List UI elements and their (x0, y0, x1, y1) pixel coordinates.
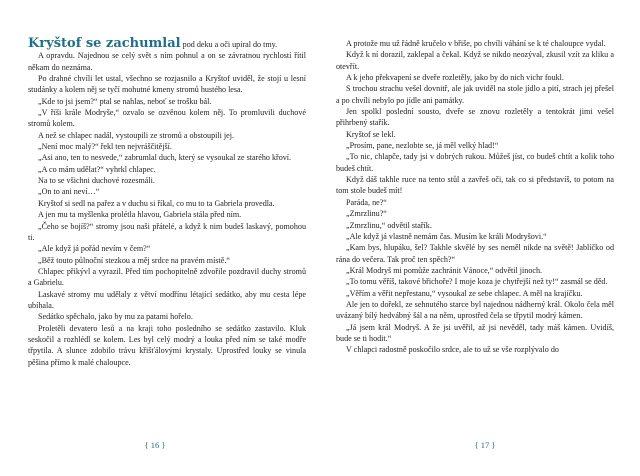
paragraph: „Já jsem král Modryš. A že jsi uvěřil, až jsi nevěděl, tady máš kámen. Uvidíš, bude se ti hodit.“ (336, 322, 614, 343)
paragraph: V chlapci radostně poskočilo srdce, ale to už se vše rozplývalo do (346, 345, 559, 355)
paragraph: „Zmrzlinu?“ (346, 209, 387, 219)
paragraph: „V říši krále Modryše,“ ozvalo se ozvěnou kolem něj. To promluvili duchové stromů kolem. (28, 108, 306, 129)
paragraph: Paráda, ne?“ (346, 197, 387, 207)
paragraph: Ale jen to dořekl, ze sehnutého starce byl najednou nádherný král. Okolo čela měl uvázaný bílý hedvábný šál a na něm, uprostřed čela se třpytil modrý kámen. (336, 299, 614, 321)
paragraph: Proletěli devatero lesů a na kraji toho posledního se sedátko zastavilo. Kluk seskočil a rozhlédl se kolem. Les byl celý modrý a louka před ním se také modře třpytila. A slunce zdobilo trávu křišťálovými krystaly. Uprostřed louky se vinula pěšina přímo k malé chaloupce. (28, 323, 306, 367)
paragraph: Když dáš takhle ruce na tento stůl a zavřeš oči, tak co si představíš, to potom na tom stole budeš mít! (336, 175, 614, 196)
paragraph: A než se chlapec nadál, vystoupili ze stromů a obstoupili jej. (38, 130, 235, 140)
paragraph: „Věřím a věřit nepřestanu,“ vysoukal ze sebe chlapec. A měl na krajíčku. (346, 288, 583, 298)
page-number-left: { 16 } (144, 440, 166, 450)
chapter-title: Kryštof se zachumlal (28, 36, 181, 51)
paragraph: „Kde to jsi jsem?“ ptal se nahlas, neboť se trošku bál. (38, 96, 212, 106)
right-page (336, 38, 614, 438)
paragraph: Když k ní dorazil, zaklepal a čekal. Když se nikdo neozýval, zkusil vzít za kliku a otevřít. (336, 50, 614, 71)
paragraph: A opravdu. Najednou se celý svět s ním pohnul a on se závratnou rychlostí řítil někam do neznáma. (28, 51, 306, 72)
paragraph: Na to se všichni duchové rozesmáli. (38, 176, 155, 186)
paragraph: A k jeho překvapení se dveře rozletěly, jako by do nich vichr foukl. (346, 73, 564, 83)
paragraph: „To nic, chlapče, tady jsi v dobrých rukou. Můžeš jíst, co budeš chtít a kolik toho budeš chtít. (336, 152, 614, 173)
paragraph: „Král Modryš mi pomůže zachránit Vánoce,“ odvětil jinoch. (346, 265, 543, 275)
left-page (28, 38, 306, 438)
paragraph: „Běž touto půlnoční stezkou a měj srdce na pravém místě.“ (38, 255, 230, 265)
paragraph: „On to ani neví…“ (38, 187, 100, 197)
paragraph: Jen spolkl poslední sousto, dveře se znovu rozletěly a tentokrát jimi vešel přihrbený stařík. (336, 107, 614, 128)
paragraph: Po drahné chvíli let ustal, všechno se rozjasnilo a Kryštof uviděl, že stojí u lesní studánky a kolem něj se tyčí mohutné kmeny stromů hustého lesa. (28, 74, 306, 95)
paragraph: Kryštof si sedl na pařez a v duchu si říkal, co mu to ta Gabriela provedla. (38, 198, 275, 208)
paragraph: S trochou strachu vešel dovnitř, ale jak uviděl na stole jídlo a pití, strach jej přešel a po chvíli nebylo po jídle ani památky. (336, 84, 614, 105)
paragraph: Kryštof se lekl. (346, 129, 396, 139)
paragraph: Chlapec přikývl a vyrazil. Před tím pochopitelně zdvořile pozdravil duchy stromů a Gabrielu. (28, 266, 306, 288)
paragraph: „Ale když já pořád nevím v čem?“ (38, 244, 151, 254)
paragraph: A jen mu ta myšlenka prolétla hlavou, Gabriela stála před ním. (38, 210, 242, 220)
paragraph: „A co mám udělat?“ vyhrkl chlapec. (38, 164, 156, 174)
paragraph: „To tomu věříš, takové břichoře? I moje koza je chytřejší než ty!“ zasmál se děd. (346, 277, 608, 287)
paragraph: Laskavé stromy mu udělaly z větví modřínu létající sedátko, aby mu cesta lépe ubíhala. (28, 289, 306, 310)
paragraph: „Zmrzlinu,“ odvětil stařík. (346, 220, 432, 230)
opening-paragraph-text: pod deku a oči upíral do tmy. (180, 40, 278, 49)
paragraph: Sedátko spěchalo, jako by mu za patami hořelo. (38, 312, 193, 322)
paragraph: „Prosím, pane, nezlobte se, já měl velký hlad!“ (346, 141, 499, 151)
opening-paragraph (28, 38, 306, 50)
paragraph: A protože mu už řádně kručelo v břiše, po chvíli váhání se k té chaloupce vydal. (346, 39, 606, 48)
page-number-right: { 17 } (474, 440, 496, 450)
paragraph: „Asi ano, ten to nesvede,“ zabrumlal duch, který se vysoukal ze starého křoví. (38, 153, 292, 163)
paragraph: „Čeho se bojíš?“ stromy jsou naši přátelé, a když k nim budeš laskavý, pomohou ti. (28, 221, 306, 242)
paragraph: „Kam bys, hlupáku, šel? Takhle skvělé by ses neměl nikde na světě! Jablíčko od rána do večera. Tak proč ten spěch?“ (336, 243, 614, 264)
paragraph: „Ale když já vlastně nemám čas. Musím ke králi Modryšovi.“ (346, 231, 547, 241)
paragraph: „Není moc malý?“ řekl ten nejvráščitější. (38, 142, 172, 152)
